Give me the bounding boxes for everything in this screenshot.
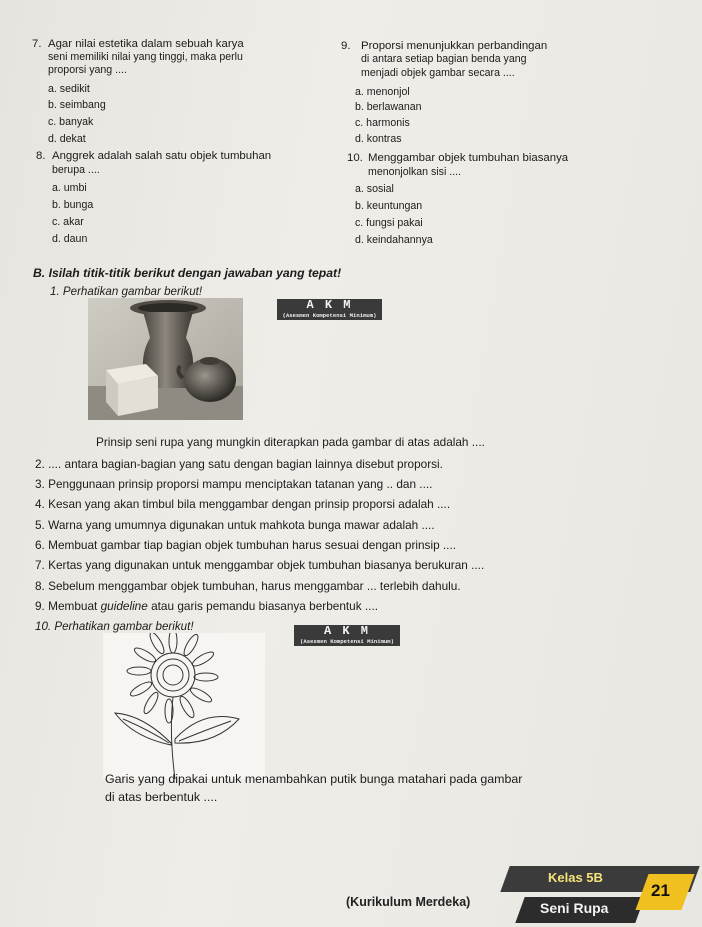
q10-option-d: d. keindahannya	[355, 234, 433, 246]
still-life-image	[88, 298, 243, 420]
q7-option-c: c. banyak	[48, 116, 94, 128]
q7-option-a: a. sedikit	[48, 83, 90, 95]
q8-option-c: c. akar	[52, 216, 84, 228]
q9-option-d: d. kontras	[355, 133, 402, 145]
q7-number: 7.	[32, 38, 42, 50]
item-1-question: Prinsip seni rupa yang mungkin diterapkan pada gambar di atas adalah ....	[96, 435, 485, 449]
subject-label: Seni Rupa	[540, 900, 609, 916]
akm-subtitle-1: (Asesmen Kompetensi Minimum)	[282, 312, 377, 319]
q8-line-2: berupa ....	[52, 164, 100, 176]
item-4: 4. Kesan yang akan timbul bila menggambar dengan prinsip proporsi adalah ....	[35, 497, 451, 511]
page-number: 21	[651, 881, 670, 900]
q8-option-a: a. umbi	[52, 182, 87, 194]
q7-line-1: Agar nilai estetika dalam sebuah karya	[48, 38, 244, 50]
q8-line-1: Anggrek adalah salah satu objek tumbuhan	[52, 150, 272, 162]
q10-option-a: a. sosial	[355, 183, 394, 195]
akm-badge-1	[277, 299, 382, 320]
item-9-pre: 9. Membuat	[35, 599, 101, 613]
item-10-line-2: di atas berbentuk ....	[105, 790, 218, 804]
q9-line-2: di antara setiap bagian benda yang	[361, 53, 527, 65]
item-10-line-1: Garis yang dipakai untuk menambahkan putik bunga matahari pada gambar	[105, 772, 523, 786]
q9-option-c: c. harmonis	[355, 117, 410, 129]
q8-option-d: d. daun	[52, 233, 88, 245]
item-8: 8. Sebelum menggambar objek tumbuhan, harus menggambar ... terlebih dahulu.	[35, 579, 461, 593]
class-label: Kelas 5B	[548, 870, 603, 885]
item-3: 3. Penggunaan prinsip proporsi mampu menciptakan tatanan yang .. dan ....	[35, 477, 433, 491]
akm-title-2: A K M	[323, 624, 370, 638]
q7-line-2: seni memiliki nilai yang tinggi, maka perlu	[48, 51, 243, 63]
item-6: 6. Membuat gambar tiap bagian objek tumbuhan harus sesuai dengan prinsip ....	[35, 538, 457, 552]
akm-subtitle-2: (Asesmen Kompetensi Minimum)	[300, 638, 394, 645]
item-10-prompt: 10. Perhatikan gambar berikut!	[35, 620, 194, 633]
q9-line-1: Proporsi menunjukkan perbandingan	[361, 40, 548, 52]
item-9	[35, 599, 378, 613]
item-1-prompt: 1. Perhatikan gambar berikut!	[50, 285, 203, 298]
item-9-post: atau garis pemandu biasanya berbentuk ....	[147, 599, 379, 613]
q7-option-d: d. dekat	[48, 133, 86, 145]
section-b-heading: B. Isilah titik-titik berikut dengan jawaban yang tepat!	[33, 266, 342, 280]
q9-option-a: a. menonjol	[355, 86, 410, 98]
q10-number: 10.	[347, 152, 363, 164]
curriculum-label: (Kurikulum Merdeka)	[346, 895, 471, 909]
item-9-italic: guideline	[100, 599, 148, 613]
item-7: 7. Kertas yang digunakan untuk menggambar objek tumbuhan biasanya berukuran ....	[35, 558, 485, 572]
q8-number: 8.	[36, 150, 46, 162]
q9-line-3: menjadi objek gambar secara ....	[361, 67, 515, 79]
q10-option-c: c. fungsi pakai	[355, 217, 423, 229]
q7-option-b: b. seimbang	[48, 99, 106, 111]
sunflower-image	[103, 633, 265, 779]
akm-title-1: A K M	[306, 298, 353, 312]
q9-number: 9.	[341, 40, 351, 52]
akm-badge-2	[294, 625, 400, 646]
q9-option-b: b. berlawanan	[355, 101, 422, 113]
item-2: 2. .... antara bagian-bagian yang satu dengan bagian lainnya disebut proporsi.	[35, 457, 443, 471]
q8-option-b: b. bunga	[52, 199, 94, 211]
item-5: 5. Warna yang umumnya digunakan untuk mahkota bunga mawar adalah ....	[35, 518, 435, 532]
q10-line-1: Menggambar objek tumbuhan biasanya	[368, 152, 569, 164]
q10-line-2: menonjolkan sisi ....	[368, 166, 462, 178]
q7-line-3: proporsi yang ....	[48, 64, 127, 76]
q10-option-b: b. keuntungan	[355, 200, 423, 212]
